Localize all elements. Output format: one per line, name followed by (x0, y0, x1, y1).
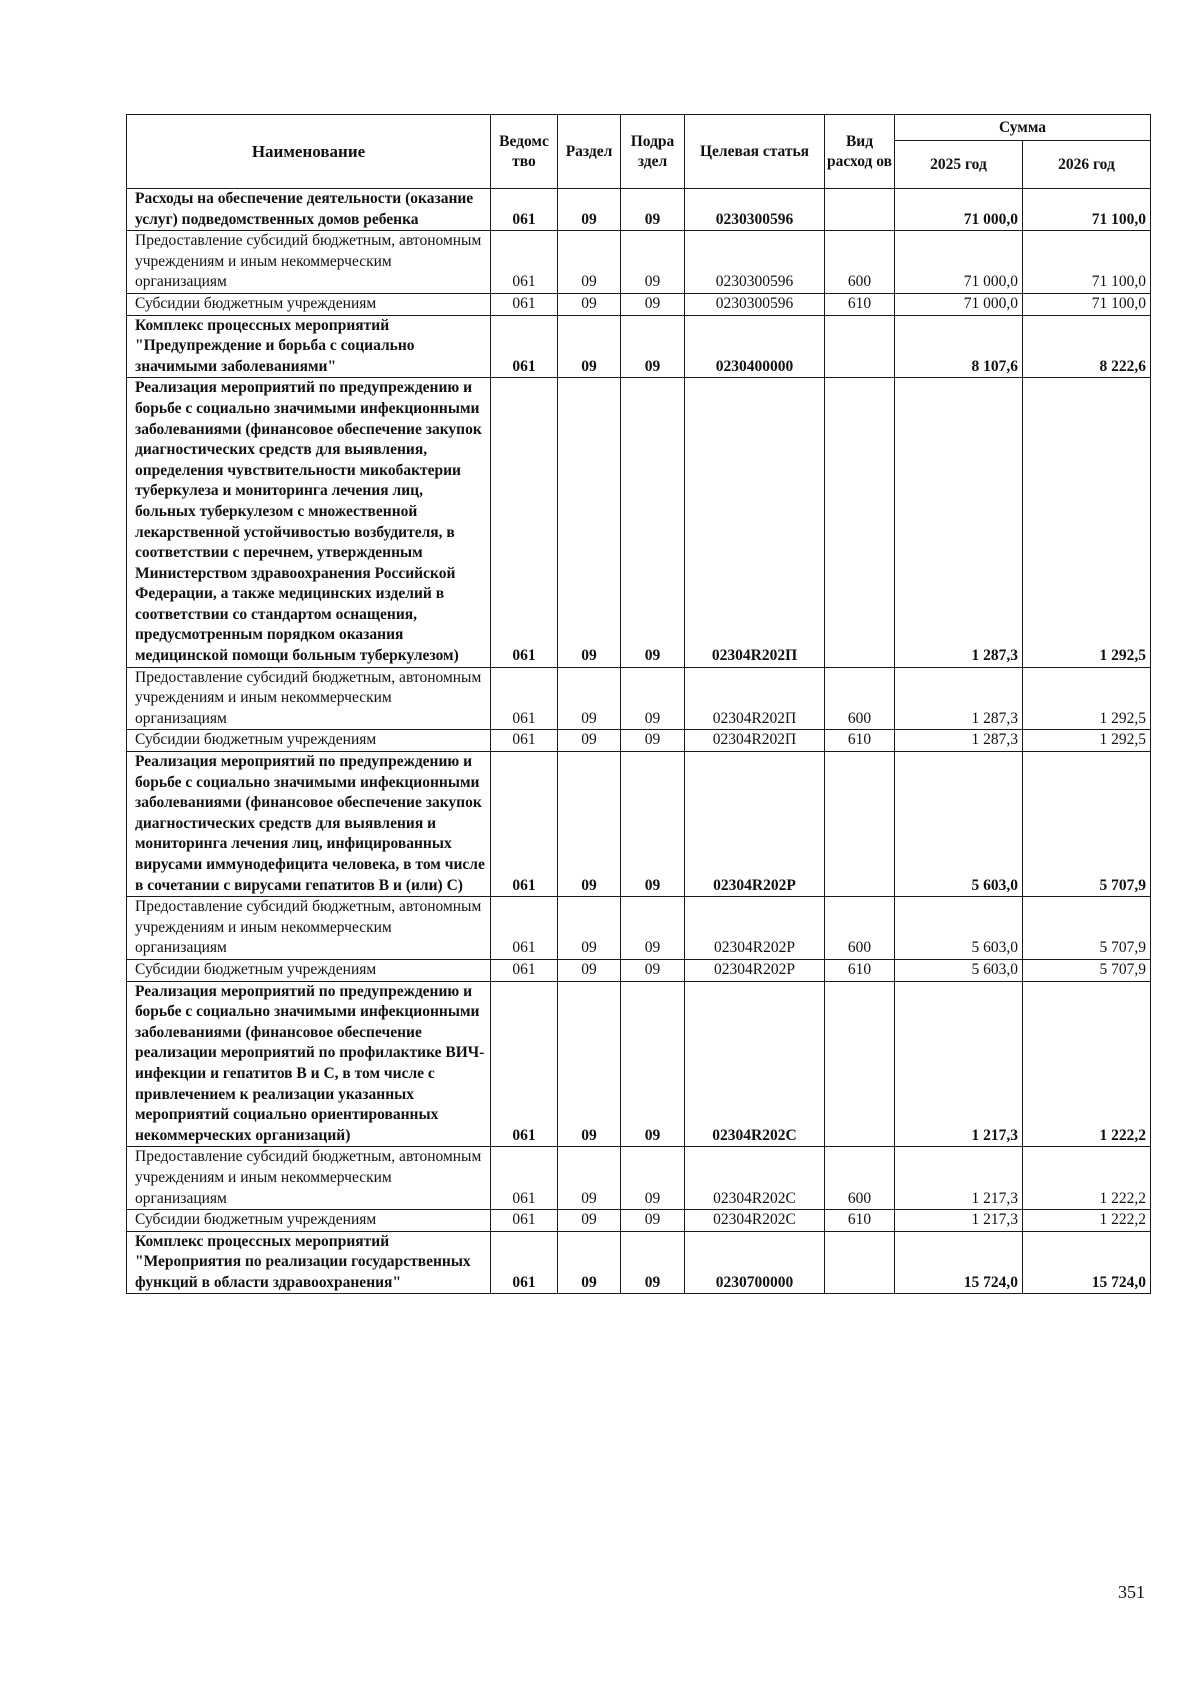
header-subsection: Подра здел (621, 115, 685, 189)
cell-subsection: 09 (621, 981, 685, 1147)
cell-subsection: 09 (621, 189, 685, 231)
cell-subsection: 09 (621, 315, 685, 378)
cell-section: 09 (558, 1210, 621, 1232)
cell-section: 09 (558, 730, 621, 752)
cell-sum-2025: 71 000,0 (895, 293, 1023, 315)
cell-expense-type: 610 (825, 1210, 895, 1232)
cell-name: Расходы на обеспечение деятельности (оказание услуг) подведомственных домов ребенка (127, 189, 491, 231)
cell-expense-type: 610 (825, 730, 895, 752)
cell-section: 09 (558, 897, 621, 960)
cell-name: Субсидии бюджетным учреждениям (127, 730, 491, 752)
cell-subsection: 09 (621, 730, 685, 752)
cell-dept: 061 (491, 1231, 558, 1294)
cell-section: 09 (558, 667, 621, 730)
cell-section: 09 (558, 752, 621, 897)
cell-target: 02304R202С (685, 1147, 825, 1210)
cell-subsection: 09 (621, 378, 685, 667)
cell-section: 09 (558, 189, 621, 231)
cell-section: 09 (558, 293, 621, 315)
header-sum: Сумма (895, 115, 1151, 141)
cell-sum-2026: 5 707,9 (1023, 897, 1151, 960)
cell-target: 0230300596 (685, 189, 825, 231)
table-row (127, 897, 1151, 960)
table-row (127, 1231, 1151, 1294)
budget-table (126, 114, 1151, 1294)
table-row (127, 959, 1151, 981)
cell-target: 02304R202С (685, 1210, 825, 1232)
cell-sum-2025: 1 217,3 (895, 981, 1023, 1147)
cell-name: Комплекс процессных мероприятий "Предупреждение и борьба с социально значимыми заболеваниями" (127, 315, 491, 378)
cell-expense-type (825, 315, 895, 378)
cell-subsection: 09 (621, 1210, 685, 1232)
cell-sum-2025: 1 287,3 (895, 730, 1023, 752)
cell-sum-2025: 5 603,0 (895, 959, 1023, 981)
table-row (127, 752, 1151, 897)
cell-expense-type: 610 (825, 959, 895, 981)
table-row (127, 231, 1151, 294)
cell-sum-2025: 71 000,0 (895, 189, 1023, 231)
table-row (127, 189, 1151, 231)
cell-sum-2026: 71 100,0 (1023, 231, 1151, 294)
header-dept: Ведомс тво (491, 115, 558, 189)
cell-sum-2026: 1 292,5 (1023, 730, 1151, 752)
cell-expense-type (825, 752, 895, 897)
cell-sum-2026: 71 100,0 (1023, 293, 1151, 315)
cell-sum-2025: 1 217,3 (895, 1147, 1023, 1210)
cell-sum-2026: 8 222,6 (1023, 315, 1151, 378)
cell-target: 02304R202П (685, 378, 825, 667)
cell-dept: 061 (491, 1147, 558, 1210)
cell-dept: 061 (491, 667, 558, 730)
cell-name: Комплекс процессных мероприятий "Мероприятия по реализации государственных функций в области здравоохранения" (127, 1231, 491, 1294)
cell-expense-type: 600 (825, 897, 895, 960)
cell-sum-2026: 1 222,2 (1023, 1147, 1151, 1210)
cell-target: 0230300596 (685, 293, 825, 315)
cell-expense-type: 610 (825, 293, 895, 315)
cell-name: Предоставление субсидий бюджетным, автономным учреждениям и иным некоммерческим организациям (127, 231, 491, 294)
table-row (127, 730, 1151, 752)
cell-dept: 061 (491, 231, 558, 294)
cell-section: 09 (558, 378, 621, 667)
cell-target: 02304R202С (685, 981, 825, 1147)
cell-section: 09 (558, 981, 621, 1147)
table-row (127, 293, 1151, 315)
cell-sum-2025: 1 287,3 (895, 378, 1023, 667)
cell-name: Предоставление субсидий бюджетным, автономным учреждениям и иным некоммерческим организациям (127, 667, 491, 730)
cell-subsection: 09 (621, 293, 685, 315)
cell-sum-2026: 5 707,9 (1023, 959, 1151, 981)
cell-expense-type: 600 (825, 1147, 895, 1210)
header-name: Наименование (127, 115, 491, 189)
cell-target: 02304R202Р (685, 752, 825, 897)
cell-sum-2026: 15 724,0 (1023, 1231, 1151, 1294)
cell-subsection: 09 (621, 897, 685, 960)
cell-name: Субсидии бюджетным учреждениям (127, 1210, 491, 1232)
cell-name: Субсидии бюджетным учреждениям (127, 959, 491, 981)
cell-subsection: 09 (621, 959, 685, 981)
cell-sum-2025: 15 724,0 (895, 1231, 1023, 1294)
cell-expense-type (825, 981, 895, 1147)
cell-name: Реализация мероприятий по предупреждению и борьбе с социально значимыми инфекционными заболеваниями (финансовое обеспечение закупок диагностических средств для выявления, определения чувствительности микобактерии туберкулеза и мониторинга лечения лиц, больных туберкулезом с множественной лекарственной устойчивостью возбудителя, в соответствии с перечнем, утвержденным Министерством здравоохранения Российской Федерации, а также медицинских изделий в соответствии со стандартом оснащения, предусмотренным порядком оказания медицинской помощи больным туберкулезом) (127, 378, 491, 667)
cell-expense-type (825, 378, 895, 667)
cell-dept: 061 (491, 752, 558, 897)
cell-dept: 061 (491, 959, 558, 981)
cell-subsection: 09 (621, 1147, 685, 1210)
cell-target: 02304R202Р (685, 897, 825, 960)
cell-expense-type: 600 (825, 231, 895, 294)
header-target: Целевая статья (685, 115, 825, 189)
cell-expense-type (825, 1231, 895, 1294)
cell-dept: 061 (491, 315, 558, 378)
cell-sum-2026: 1 222,2 (1023, 1210, 1151, 1232)
table-row (127, 667, 1151, 730)
table-row (127, 1210, 1151, 1232)
cell-section: 09 (558, 315, 621, 378)
cell-target: 02304R202Р (685, 959, 825, 981)
table-row (127, 1147, 1151, 1210)
header-section: Раздел (558, 115, 621, 189)
page-number: 351 (1118, 1582, 1145, 1602)
cell-target: 0230400000 (685, 315, 825, 378)
header-expense-type: Вид расход ов (825, 115, 895, 189)
cell-dept: 061 (491, 1210, 558, 1232)
cell-name: Реализация мероприятий по предупреждению и борьбе с социально значимыми инфекционными заболеваниями (финансовое обеспечение реализации мероприятий по профилактике ВИЧ- инфекции и гепатитов В и С, в том числе с привлечением к реализации указанных мероприятий социально ориентированных некоммерческих организаций) (127, 981, 491, 1147)
cell-dept: 061 (491, 730, 558, 752)
cell-section: 09 (558, 959, 621, 981)
table-header (127, 115, 1151, 189)
cell-sum-2026: 1 222,2 (1023, 981, 1151, 1147)
cell-sum-2026: 5 707,9 (1023, 752, 1151, 897)
cell-name: Предоставление субсидий бюджетным, автономным учреждениям и иным некоммерческим организациям (127, 1147, 491, 1210)
table-body (127, 189, 1151, 1294)
cell-subsection: 09 (621, 1231, 685, 1294)
cell-target: 02304R202П (685, 730, 825, 752)
cell-expense-type (825, 189, 895, 231)
cell-section: 09 (558, 1231, 621, 1294)
cell-dept: 061 (491, 981, 558, 1147)
cell-section: 09 (558, 231, 621, 294)
cell-dept: 061 (491, 897, 558, 960)
cell-sum-2026: 1 292,5 (1023, 667, 1151, 730)
cell-name: Субсидии бюджетным учреждениям (127, 293, 491, 315)
cell-sum-2026: 1 292,5 (1023, 378, 1151, 667)
cell-name: Реализация мероприятий по предупреждению и борьбе с социально значимыми инфекционными заболеваниями (финансовое обеспечение закупок диагностических средств для выявления и мониторинга лечения лиц, инфицированных вирусами иммунодефицита человека, в том числе в сочетании с вирусами гепатитов В и (или) С) (127, 752, 491, 897)
cell-target: 0230700000 (685, 1231, 825, 1294)
table-row (127, 981, 1151, 1147)
cell-subsection: 09 (621, 231, 685, 294)
cell-sum-2025: 1 217,3 (895, 1210, 1023, 1232)
cell-sum-2025: 5 603,0 (895, 752, 1023, 897)
cell-subsection: 09 (621, 667, 685, 730)
cell-subsection: 09 (621, 752, 685, 897)
cell-dept: 061 (491, 189, 558, 231)
table-row (127, 315, 1151, 378)
cell-dept: 061 (491, 293, 558, 315)
table-row (127, 378, 1151, 667)
cell-name: Предоставление субсидий бюджетным, автономным учреждениям и иным некоммерческим организациям (127, 897, 491, 960)
cell-sum-2025: 5 603,0 (895, 897, 1023, 960)
cell-sum-2025: 1 287,3 (895, 667, 1023, 730)
cell-dept: 061 (491, 378, 558, 667)
cell-target: 02304R202П (685, 667, 825, 730)
cell-sum-2026: 71 100,0 (1023, 189, 1151, 231)
cell-sum-2025: 8 107,6 (895, 315, 1023, 378)
cell-target: 0230300596 (685, 231, 825, 294)
header-year-2026: 2026 год (1023, 141, 1151, 189)
cell-expense-type: 600 (825, 667, 895, 730)
cell-sum-2025: 71 000,0 (895, 231, 1023, 294)
header-year-2025: 2025 год (895, 141, 1023, 189)
cell-section: 09 (558, 1147, 621, 1210)
